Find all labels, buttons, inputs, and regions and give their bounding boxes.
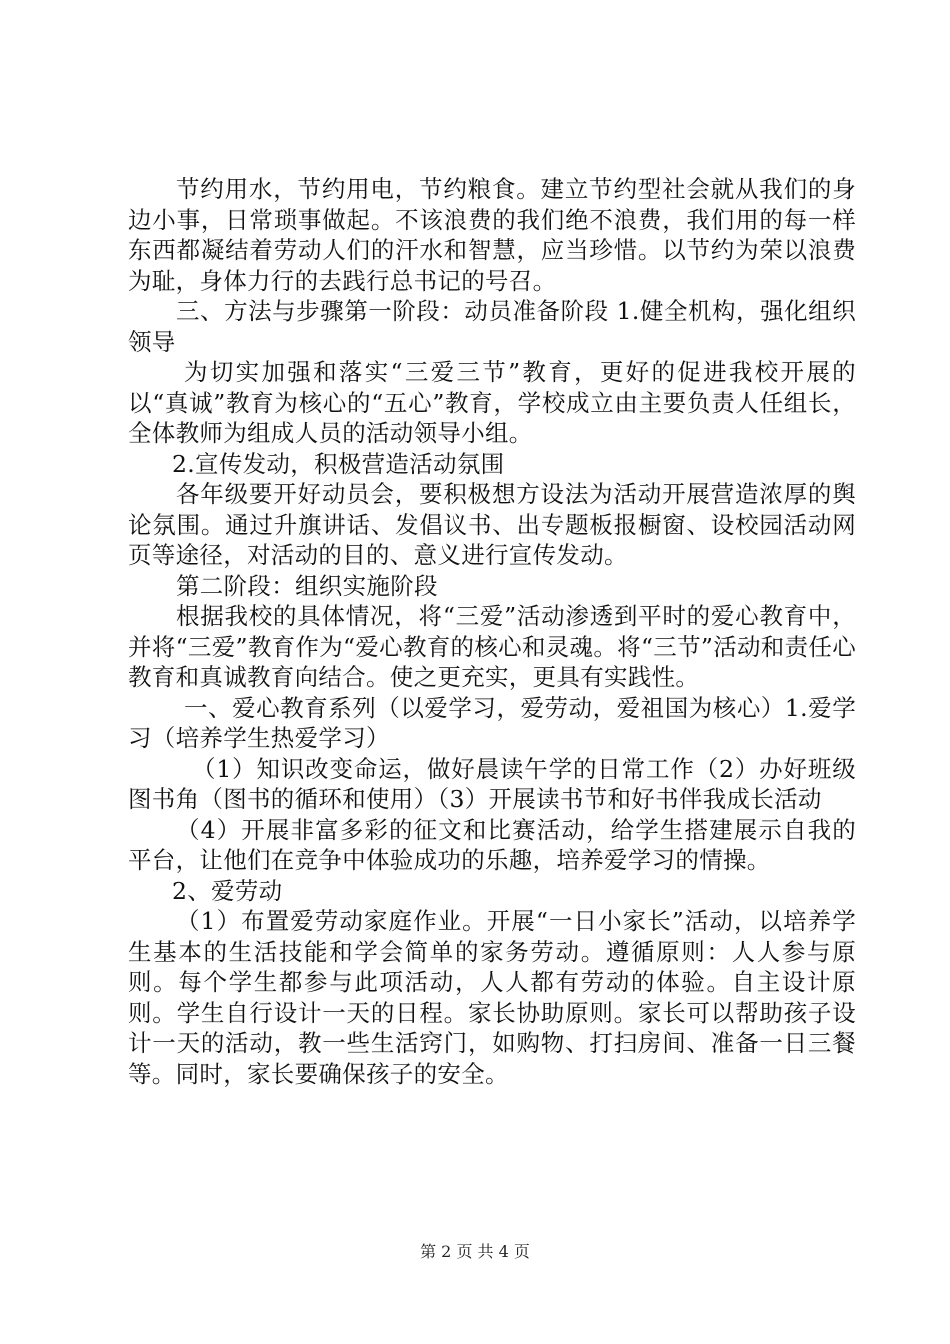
paragraph-leadership-group: 为切实加强和落实“三爱三节”教育，更好的促进我校开展的以“真诚”教育为核心的“五心”教育，学校成立由主要负责人任组长，全体教师为组成人员的活动领导小组。	[128, 358, 856, 447]
paragraph-stage-two: 根据我校的具体情况，将“三爱”活动渗透到平时的爱心教育中，并将“三爱”教育作为“爱心教育的核心和灵魂。将“三节”活动和责任心教育和真诚教育向结合。使之更充实，更具有实践性。	[128, 602, 856, 691]
paragraph-saving: 节约用水，节约用电，节约粮食。建立节约型社会就从我们的身边小事，日常琐事做起。不该浪费的我们绝不浪费，我们用的每一样东西都凝结着劳动人们的汗水和智慧，应当珍惜。以节约为荣以浪费为耻，身体力行的去践行总书记的号召。	[128, 175, 856, 295]
paragraph-stage-two-heading: 第二阶段：组织实施阶段	[176, 571, 438, 600]
paragraph-love-labor: （1）布置爱劳动家庭作业。开展“一日小家长”活动，以培养学生基本的生活技能和学会简单的家务劳动。遵循原则：人人参与原则。每个学生都参与此项活动，人人都有劳动的体验。自主设计原则。学生自行设计一天的日程。家长协助原则。家长可以帮助孩子设计一天的活动，教一些生活窍门，如购物、打扫房间、准备一日三餐等。同时，家长要确保孩子的安全。	[128, 907, 856, 1088]
paragraph-publicity-heading: 2.宣传发动，积极营造活动氛围	[172, 449, 505, 478]
document-body	[128, 174, 856, 1089]
paragraph-love-education-heading: 一、爱心教育系列（以爱学习，爱劳动，爱祖国为核心）1.爱学习（培养学生热爱学习）	[128, 693, 856, 752]
paragraph-publicity: 各年级要开好动员会，要积极想方设法为活动开展营造浓厚的舆论氛围。通过升旗讲话、发倡议书、出专题板报橱窗、设校园活动网页等途径，对活动的目的、意义进行宣传发动。	[128, 480, 856, 569]
paragraph-love-learning-item-4: （4）开展非富多彩的征文和比赛活动，给学生搭建展示自我的平台，让他们在竞争中体验成功的乐趣，培养爱学习的情操。	[128, 815, 856, 874]
page-number-footer: 第 2 页 共 4 页	[420, 1242, 530, 1261]
paragraph-love-learning-items: （1）知识改变命运，做好晨读午学的日常工作（2）办好班级图书角（图书的循环和使用）（3）开展读书节和好书伴我成长活动	[128, 754, 856, 813]
paragraph-methods-heading: 三、方法与步骤第一阶段：动员准备阶段 1.健全机构，强化组织领导	[128, 297, 856, 356]
paragraph-love-labor-heading: 2、爱劳动	[172, 876, 283, 905]
